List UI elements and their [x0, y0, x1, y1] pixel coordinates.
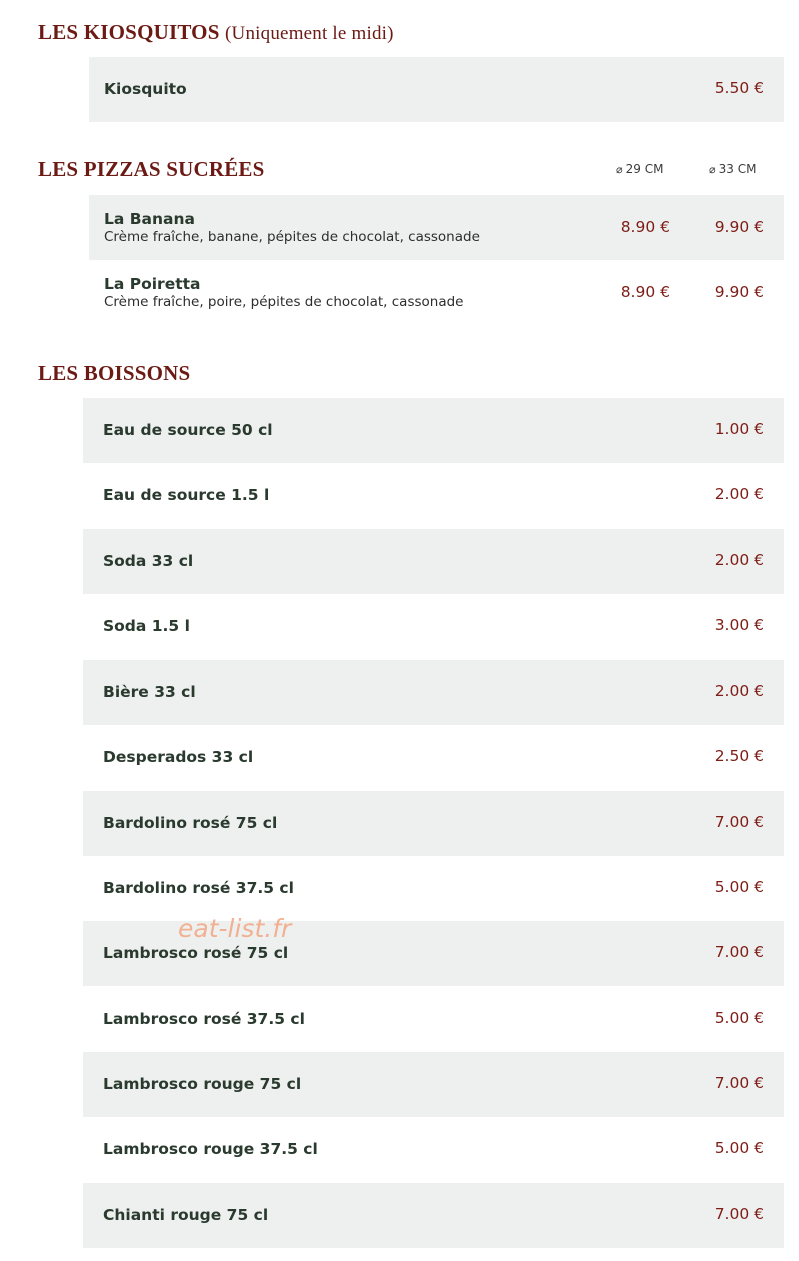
list-item [83, 1117, 784, 1182]
diameter-icon: ⌀ [709, 163, 716, 176]
list-item [83, 463, 784, 528]
item-price: 2.00 € [714, 485, 764, 503]
list-item [83, 660, 784, 725]
list-item [83, 987, 784, 1052]
item-price: 5.00 € [714, 1139, 764, 1157]
item-name: Eau de source 50 cl [103, 421, 273, 439]
item-name: Bardolino rosé 75 cl [103, 814, 278, 832]
kiosquitos-note: (Uniquement le midi) [225, 23, 394, 44]
item-price: 7.00 € [714, 813, 764, 831]
item-name: Lambrosco rosé 75 cl [103, 944, 289, 962]
section-title-pizzas: LES PIZZAS SUCRÉES [38, 157, 265, 181]
item-price: 7.00 € [714, 943, 764, 961]
kiosquitos-title: LES KIOSQUITOS [38, 20, 220, 44]
item-name: Chianti rouge 75 cl [103, 1206, 269, 1224]
item-price-29cm: 8.90 € [620, 283, 670, 301]
item-price: 5.00 € [714, 1009, 764, 1027]
list-item [83, 1183, 784, 1248]
item-price: 1.00 € [714, 420, 764, 438]
item-name: La Banana [104, 210, 195, 228]
item-name: Bardolino rosé 37.5 cl [103, 879, 294, 897]
item-name: Lambrosco rosé 37.5 cl [103, 1010, 305, 1028]
list-item [83, 1052, 784, 1117]
item-name: Soda 1.5 l [103, 617, 190, 635]
item-name: Bière 33 cl [103, 683, 196, 701]
column-header-33cm [709, 162, 756, 176]
item-name: Eau de source 1.5 l [103, 486, 270, 504]
list-item [83, 594, 784, 659]
item-price: 2.00 € [714, 551, 764, 569]
watermark: eat-list.fr [178, 914, 292, 943]
item-description: Crème fraîche, banane, pépites de chocolat, cassonade [104, 229, 480, 245]
item-price: 5.00 € [714, 878, 764, 896]
item-price: 2.00 € [714, 682, 764, 700]
item-name: La Poiretta [104, 275, 201, 293]
item-price: 2.50 € [714, 747, 764, 765]
section-title-kiosquitos [38, 20, 394, 45]
menu-item-kiosquito [89, 57, 784, 122]
menu-item-la-banana [89, 195, 784, 260]
section-title-boissons: LES BOISSONS [38, 361, 191, 385]
item-price: 7.00 € [714, 1205, 764, 1223]
diameter-icon: ⌀ [616, 163, 623, 176]
item-name: Lambrosco rouge 75 cl [103, 1075, 302, 1093]
item-price-33cm: 9.90 € [714, 283, 764, 301]
item-price: 3.00 € [714, 616, 764, 634]
item-price: 5.50 € [714, 79, 764, 97]
list-item [83, 529, 784, 594]
item-name: Lambrosco rouge 37.5 cl [103, 1140, 318, 1158]
list-item [83, 856, 784, 921]
item-name: Desperados 33 cl [103, 748, 254, 766]
list-item [83, 398, 784, 463]
column-header-29cm-label: 29 CM [625, 162, 664, 176]
list-item [83, 725, 784, 790]
item-name: Kiosquito [104, 80, 187, 98]
item-name: Soda 33 cl [103, 552, 194, 570]
item-price-29cm: 8.90 € [620, 218, 670, 236]
list-item [83, 791, 784, 856]
item-price-33cm: 9.90 € [714, 218, 764, 236]
item-price: 7.00 € [714, 1074, 764, 1092]
column-header-33cm-label: 33 CM [718, 162, 757, 176]
column-header-29cm [616, 162, 663, 176]
item-description: Crème fraîche, poire, pépites de chocolat, cassonade [104, 294, 464, 310]
menu-item-la-poiretta [89, 260, 784, 325]
